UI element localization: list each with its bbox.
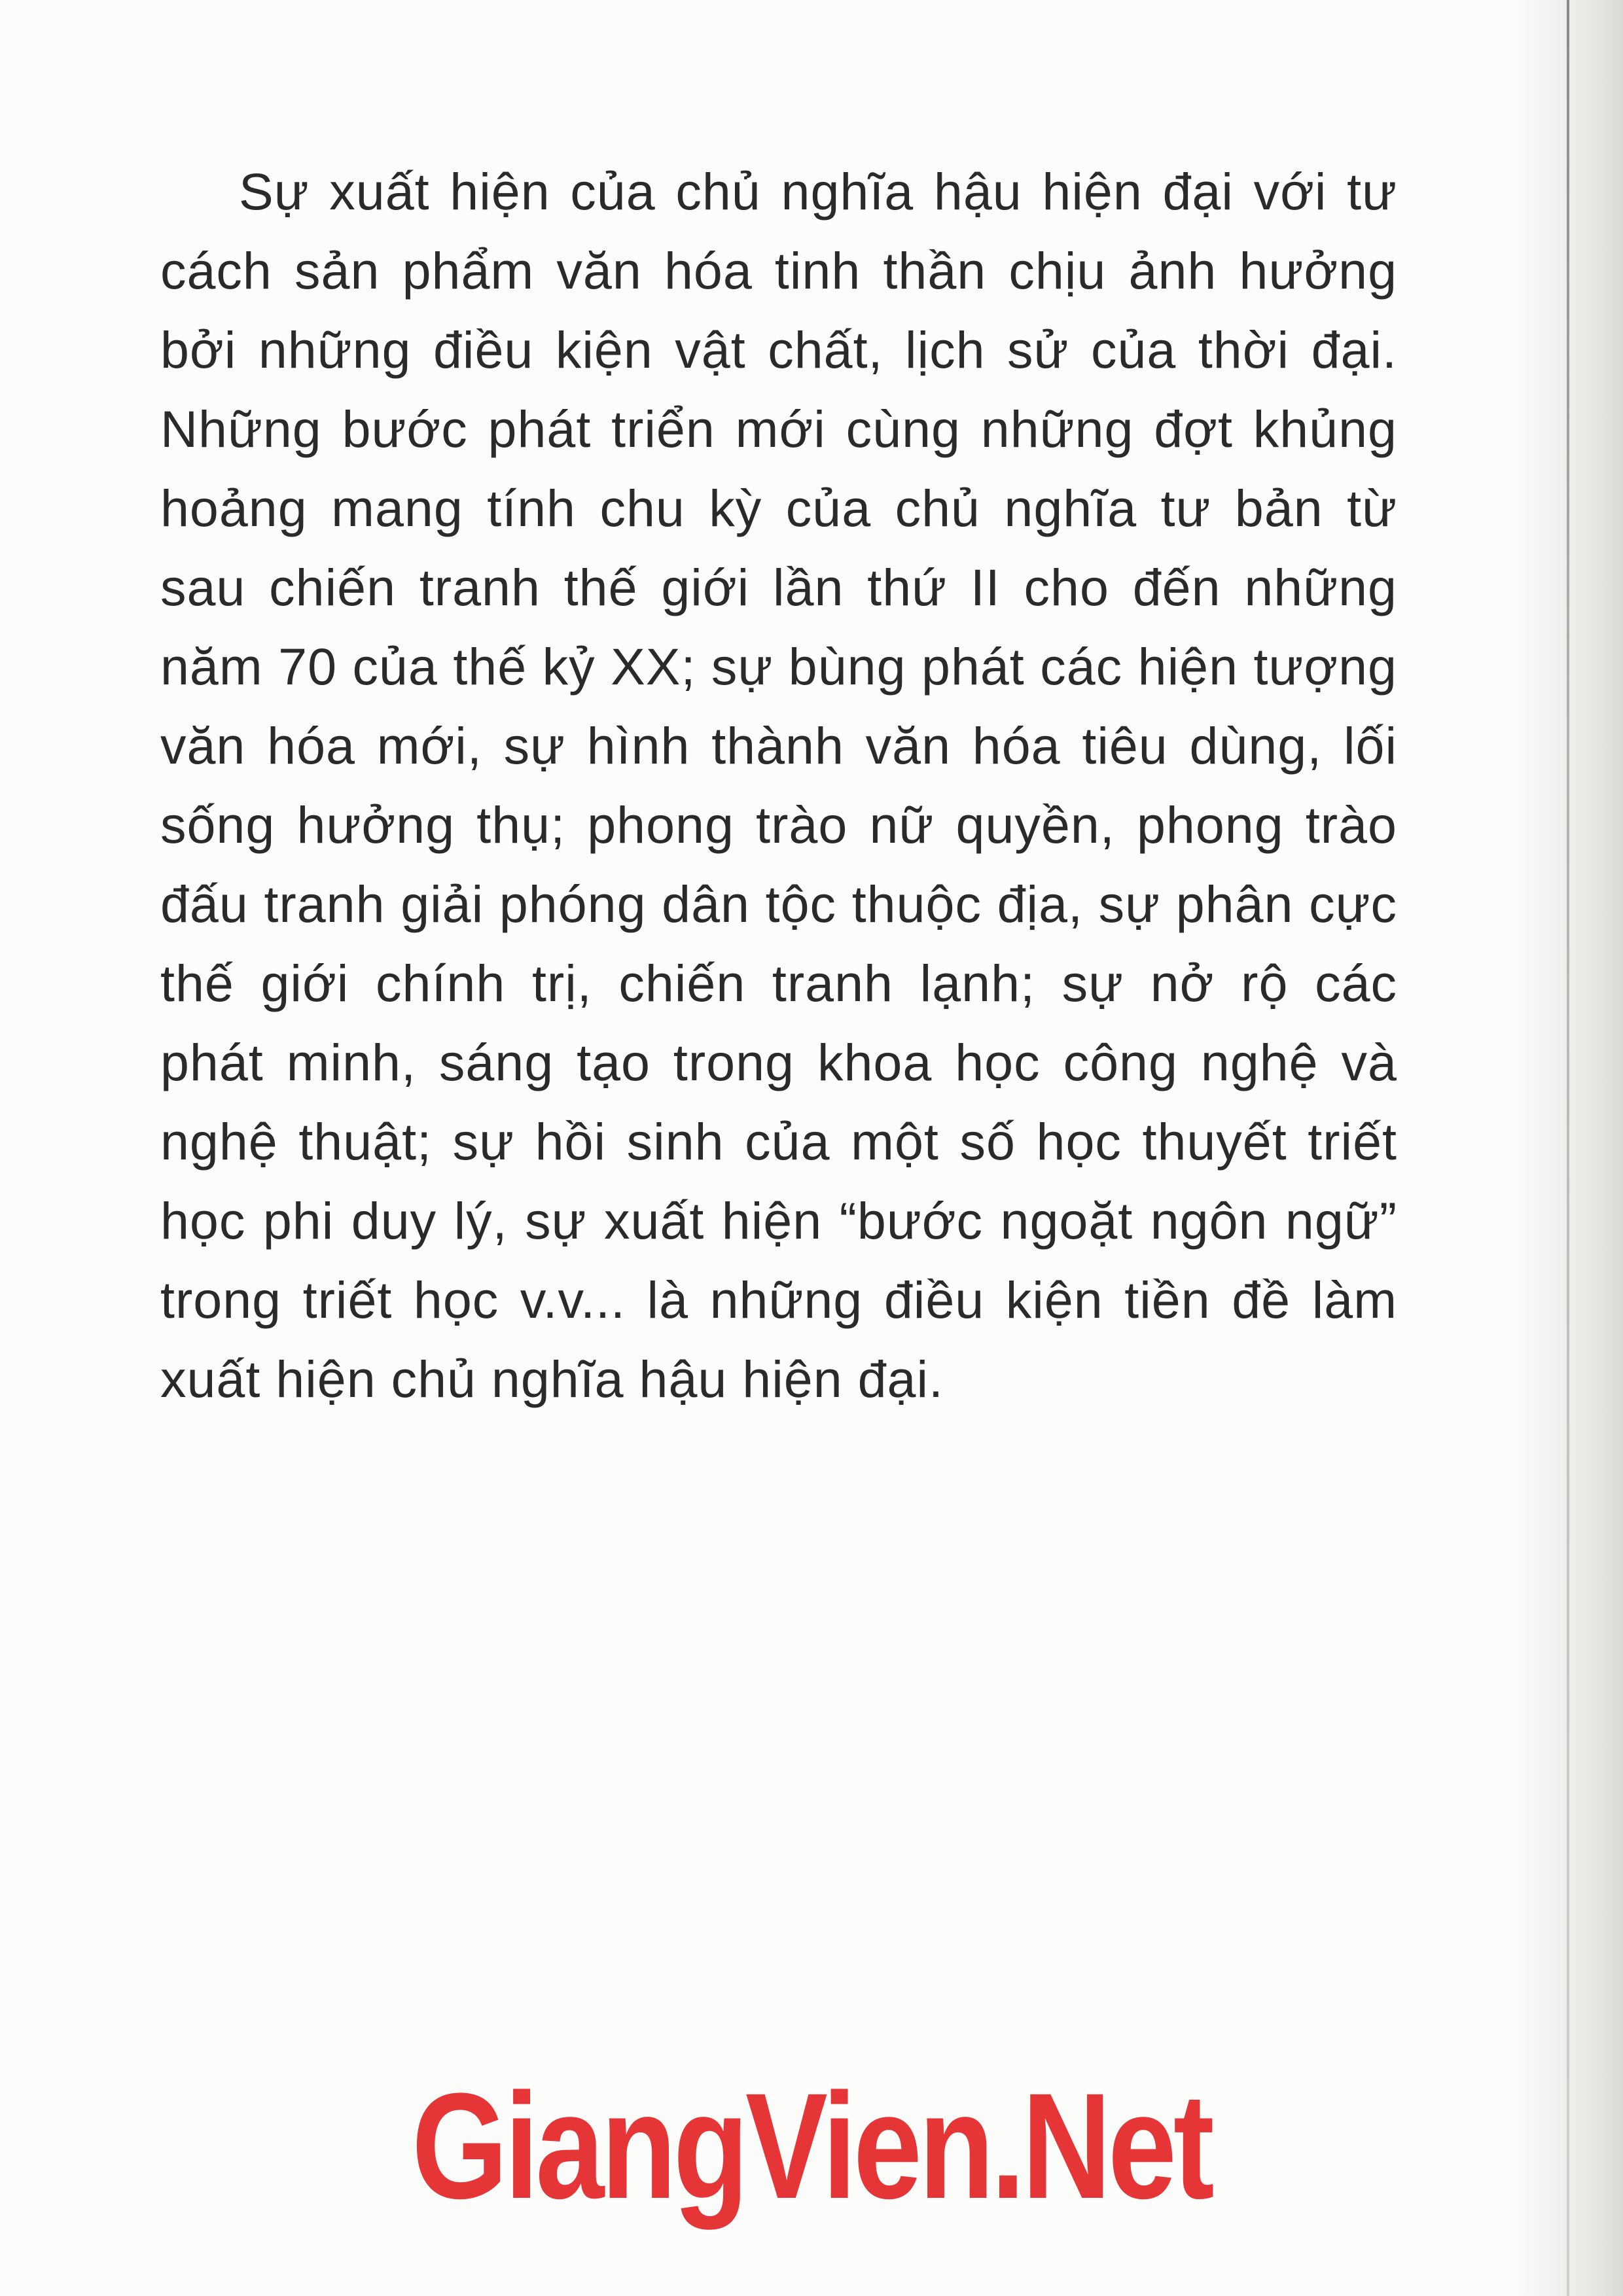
page-edge-line <box>1567 0 1569 2296</box>
watermark-text: GiangVien.Net <box>412 2062 1211 2230</box>
body-paragraph: Sự xuất hiện của chủ nghĩa hậu hiện đại với tư cách sản phẩm văn hóa tinh thần chịu ảnh hưởng bởi những điều kiện vật chất, lịch sử của thời đại. Những bước phát triển mới cùng những đợt khủng hoảng mang tính chu kỳ của chủ nghĩa tư bản từ sau chiến tranh thế giới lần thứ II cho đến những năm 70 của thế kỷ XX; sự bùng phát các hiện tượng văn hóa mới, sự hình thành văn hóa tiêu dùng, lối sống hưởng thụ; phong trào nữ quyền, phong trào đấu tranh giải phóng dân tộc thuộc địa, sự phân cực thế giới chính trị, chiến tranh lạnh; sự nở rộ các phát minh, sáng tạo trong khoa học công nghệ và nghệ thuật; sự hồi sinh của một số học thuyết triết học phi duy lý, sự xuất hiện “bước ngoặt ngôn ngữ” trong triết học v.v... là những điều kiện tiền đề làm xuất hiện chủ nghĩa hậu hiện đại. <box>160 162 1397 1408</box>
